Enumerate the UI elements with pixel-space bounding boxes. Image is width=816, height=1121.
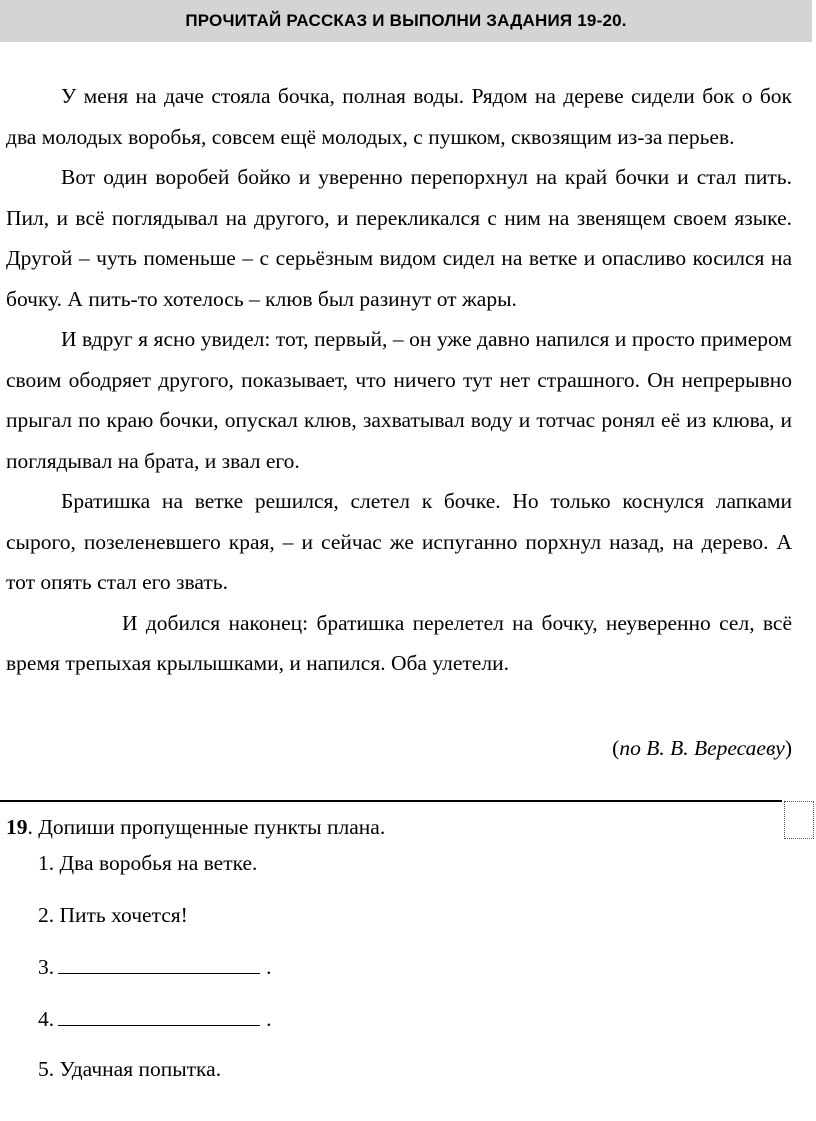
page-title: ПРОЧИТАЙ РАССКАЗ И ВЫПОЛНИ ЗАДАНИЯ 19-20. bbox=[185, 11, 627, 30]
attribution-open-paren: ( bbox=[612, 736, 620, 760]
plan-item-2 bbox=[38, 900, 188, 930]
plan-item-1 bbox=[38, 848, 257, 878]
header-band bbox=[0, 0, 812, 42]
story-paragraph-4: Братишка на ветке решился, слетел к бочке. Но только коснулся лапками сырого, позеленевшего края, – и сейчас же испуганно порхнул назад, на дерево. А тот опять стал его звать. bbox=[6, 489, 792, 594]
plan-item-text: Удачная попытка. bbox=[59, 1057, 222, 1081]
plan-item-tail: . bbox=[266, 955, 272, 979]
attribution-close-paren: ) bbox=[784, 736, 792, 760]
story-attribution bbox=[612, 733, 792, 763]
plan-item-5 bbox=[38, 1054, 221, 1084]
plan-item-4 bbox=[38, 1004, 272, 1034]
plan-item-text: Два воробья на ветке. bbox=[59, 851, 258, 875]
plan-item-3 bbox=[38, 952, 272, 982]
attribution-author: по В. В. Вересаеву bbox=[619, 736, 785, 760]
story-paragraph-3: И вдруг я ясно увидел: тот, первый, – он уже давно напился и просто примером своим ободряет другого, показывает, что ничего тут нет страшного. Он непрерывно прыгал по краю бочки, опускал клюв, захватывал воду и тотчас ронял её из клюва, и поглядывал на брата, и звал его. bbox=[6, 327, 792, 473]
section-divider bbox=[0, 800, 782, 802]
task-number: 19 bbox=[6, 815, 28, 839]
plan-item-number: 3. bbox=[38, 955, 55, 979]
score-box[interactable] bbox=[784, 801, 814, 839]
plan-item-text: Пить хочется! bbox=[59, 903, 188, 927]
answer-blank-4[interactable] bbox=[58, 1005, 260, 1026]
plan-item-tail: . bbox=[266, 1007, 272, 1031]
story-paragraph-2: Вот один воробей бойко и уверенно перепорхнул на край бочки и стал пить. Пил, и всё поглядывал на другого, и перекликался с ним на звенящем своем языке. Другой – чуть поменьше – с серьёзным видом сидел на ветке и опасливо косился на бочку. А пить-то хотелось – клюв был разинут от жары. bbox=[6, 165, 792, 311]
task-heading bbox=[6, 812, 766, 842]
story-paragraph-1: У меня на даче стояла бочка, полная воды. Рядом на дереве сидели бок о бок два молодых воробья, совсем ещё молодых, с пушком, сквозящим из-за перьев. bbox=[6, 84, 792, 149]
story-text bbox=[6, 76, 792, 684]
story-paragraph-5: И добился наконец: братишка перелетел на бочку, неуверенно сел, всё время трепыхая крылышками, и напился. Оба улетели. bbox=[6, 610, 792, 675]
answer-blank-3[interactable] bbox=[58, 953, 260, 974]
plan-item-number: 1. bbox=[38, 851, 55, 875]
plan-item-number: 2. bbox=[38, 903, 55, 927]
task-19 bbox=[6, 812, 766, 842]
task-instruction: . Допиши пропущенные пункты плана. bbox=[27, 815, 386, 839]
plan-item-number: 4. bbox=[38, 1007, 55, 1031]
plan-item-number: 5. bbox=[38, 1057, 55, 1081]
